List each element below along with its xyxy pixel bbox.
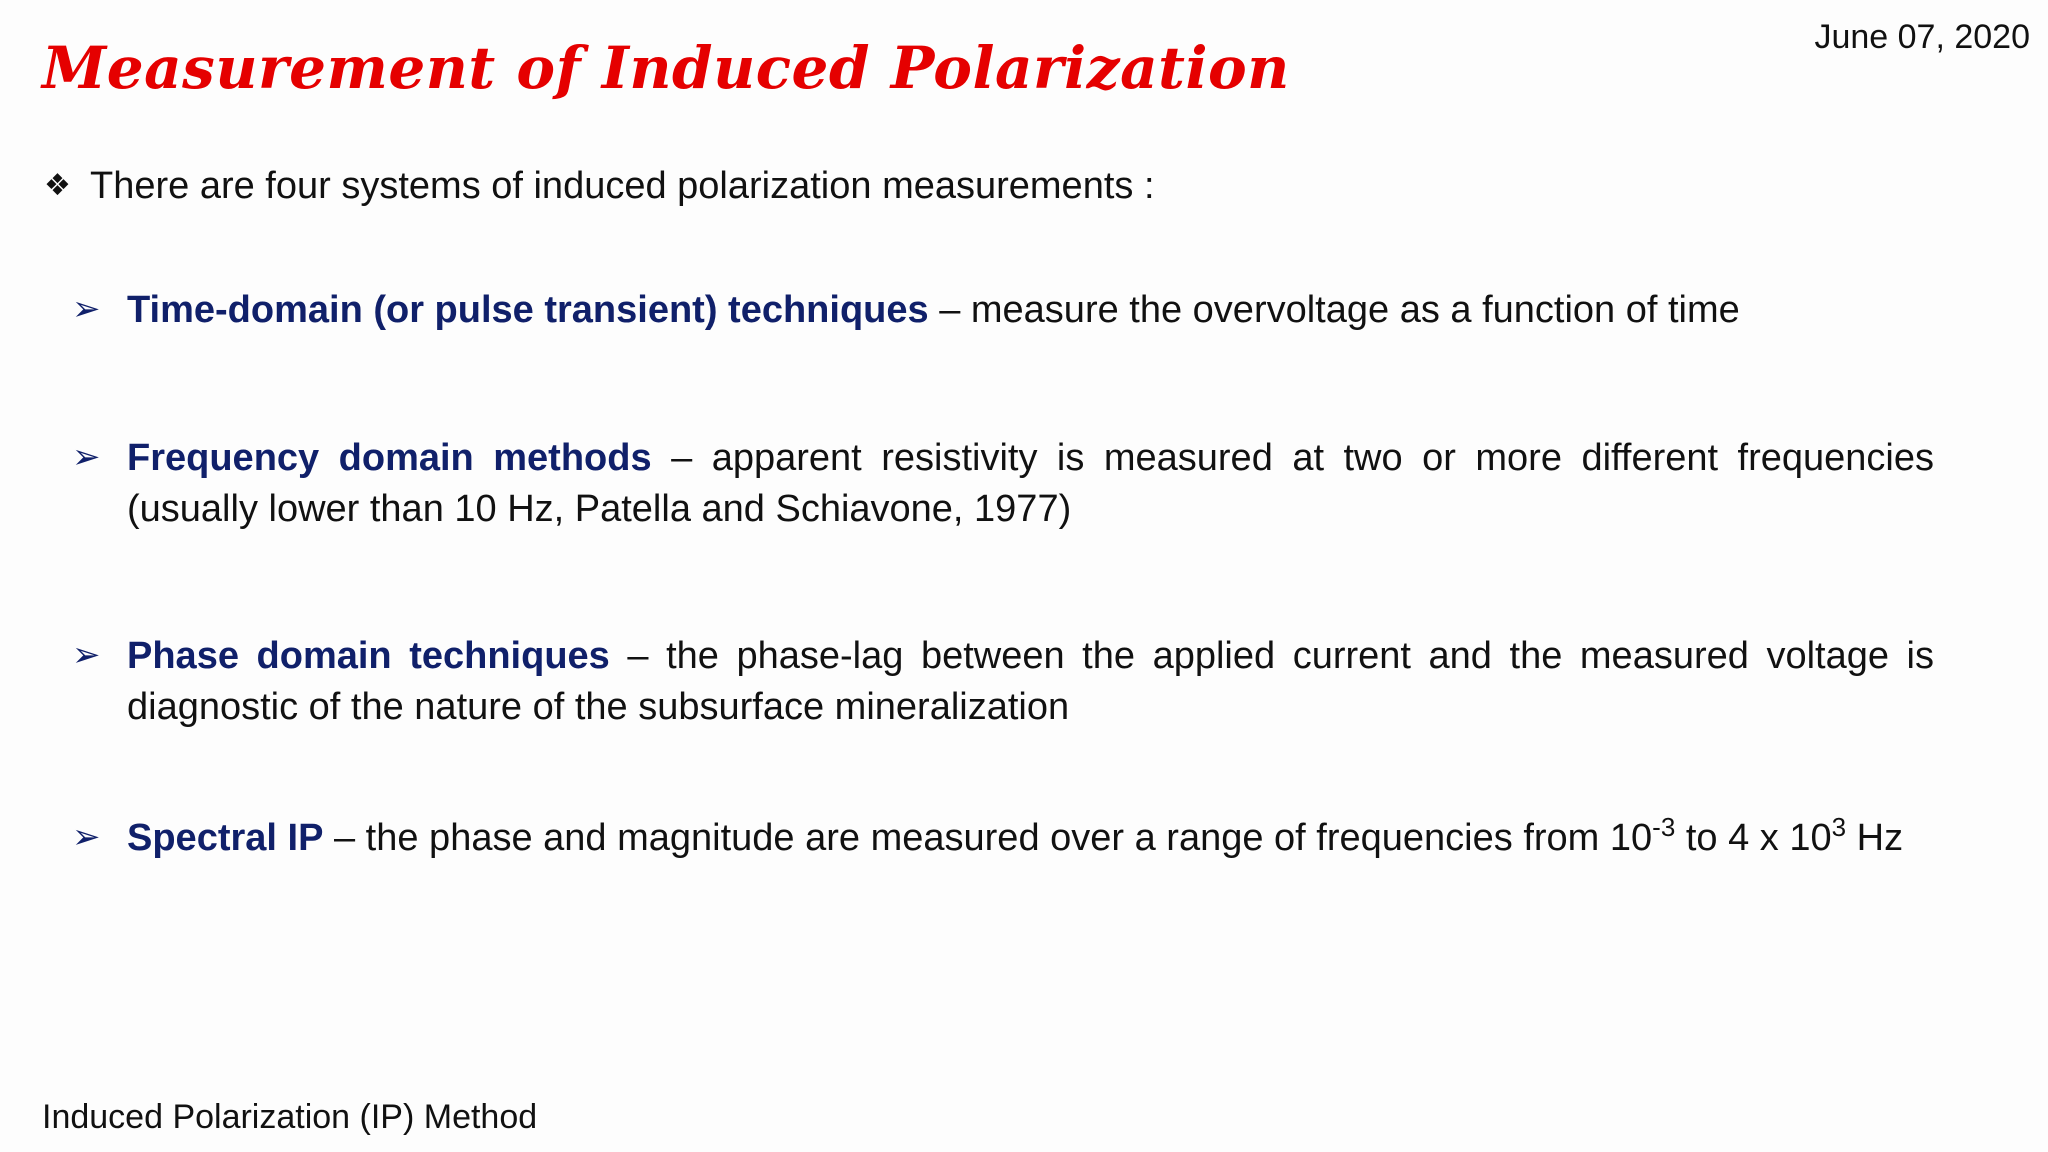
- arrow-bullet-icon: ➢: [72, 636, 101, 674]
- exponent-negative-three: -3: [1652, 812, 1676, 842]
- arrow-bullet-icon: ➢: [72, 818, 101, 856]
- list-item-frequency-domain: [72, 433, 1934, 535]
- arrow-bullet-icon: ➢: [72, 438, 101, 476]
- description-spectral-ip-part-3: Hz: [1846, 817, 1904, 859]
- term-phase-domain: Phase domain techniques: [127, 635, 610, 677]
- term-spectral-ip: Spectral IP: [127, 817, 324, 859]
- list-item-body: [127, 631, 1934, 733]
- description-spectral-ip-part-1: – the phase and magnitude are measured over a range of frequencies from 10: [323, 817, 1653, 859]
- list-item-body: [127, 433, 1934, 535]
- list-item-time-domain: [72, 285, 1934, 336]
- diamond-bullet-icon: ❖: [44, 169, 71, 202]
- description-frequency-domain: – apparent resistivity is measured at two or more different frequencies (usually lower than 10 Hz, Patella and Schiavone, 1977): [127, 437, 1935, 530]
- exponent-three: 3: [1831, 812, 1847, 842]
- list-item-body: [127, 285, 1934, 336]
- slide-date: June 07, 2020: [1814, 18, 2030, 56]
- arrow-bullet-icon: ➢: [72, 290, 101, 328]
- intro-text: There are four systems of induced polarization measurements :: [90, 165, 1155, 207]
- intro-line: [44, 165, 1155, 208]
- description-time-domain: – measure the overvoltage as a function of time: [928, 289, 1740, 331]
- slide-title: Measurement of Induced Polarization: [42, 34, 1290, 102]
- description-spectral-ip-part-2: to 4 x 10: [1675, 817, 1832, 859]
- term-frequency-domain: Frequency domain methods: [127, 437, 652, 479]
- slide-footer: Induced Polarization (IP) Method: [42, 1098, 538, 1136]
- term-time-domain: Time-domain (or pulse transient) techniques: [127, 289, 929, 331]
- list-item-spectral-ip: [72, 813, 1934, 864]
- description-phase-domain: – the phase-lag between the applied current and the measured voltage is diagnostic of the nature of the subsurface mineralization: [127, 635, 1934, 728]
- list-item-body: [127, 813, 1934, 864]
- list-item-phase-domain: [72, 631, 1934, 733]
